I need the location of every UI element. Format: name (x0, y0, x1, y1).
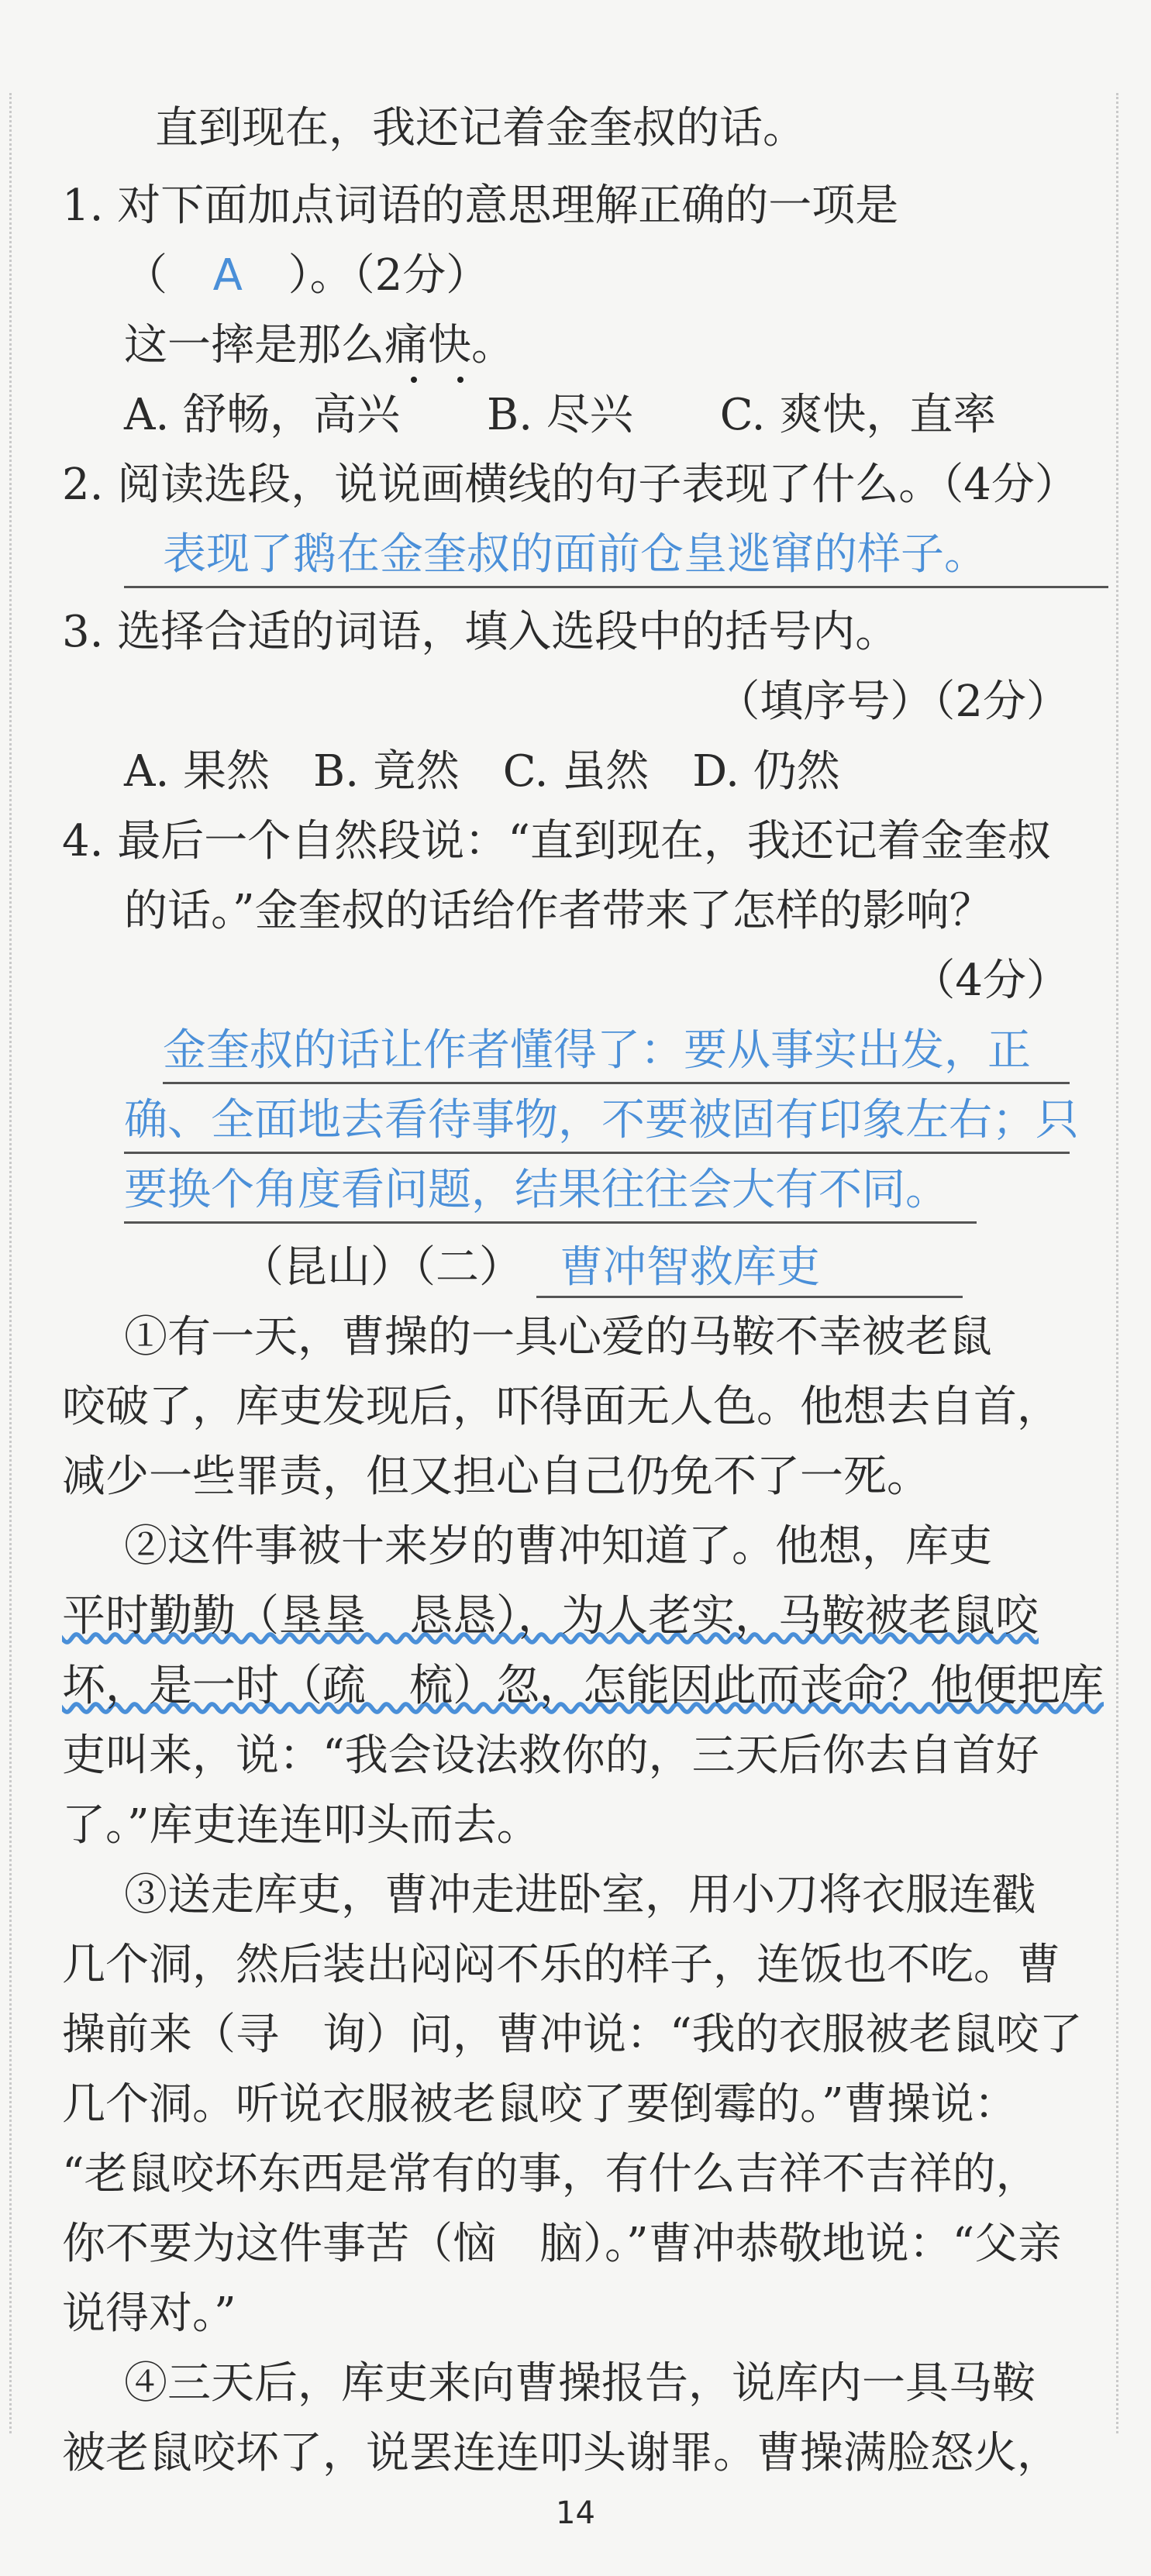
q3-note: （填序号）（2分） (716, 677, 1070, 727)
q2-answer-line (124, 527, 1070, 588)
passage-line: 几个洞。听说衣服被老鼠咬了要倒霉的。”曹操说： (62, 2079, 1018, 2130)
q4-answer-line1 (163, 1023, 1070, 1084)
passage-line: 吏叫来，说：“我会设法救你的，三天后你去自首好 (62, 1731, 1039, 1781)
q2-answer: 表现了鹅在金奎叔的面前仓皇逃窜的样子。 (124, 527, 1108, 588)
passage-line: 说得对。” (62, 2288, 236, 2339)
q4-score: （4分） (911, 956, 1070, 1006)
section-heading (240, 1240, 1151, 1298)
emphasis-dot (457, 377, 464, 383)
q4-answer-text1: 金奎叔的话让作者懂得了：要从事实出发，正 (163, 1023, 1070, 1084)
passage-line: ④三天后，库吏来向曹操报告，说库内一具马鞍 (124, 2358, 1036, 2409)
q4-answer-line2 (124, 1093, 1079, 1154)
q4-answer-text3: 要换个角度看问题，结果往往会大有不同。 (124, 1162, 977, 1224)
section-title: 曹冲智救库吏 (536, 1240, 963, 1298)
passage-line: ①有一天，曹操的一具心爱的马鞍不幸被老鼠 (124, 1312, 992, 1362)
q1-question: 1. 对下面加点词语的意思理解正确的一项是 (62, 181, 899, 231)
passage-line: 坏，是一时（疏 梳）忽，怎能因此而丧命？他便把库 (62, 1661, 1104, 1711)
q4-answer-line3 (124, 1162, 977, 1224)
passage-line: ②这件事被十来岁的曹冲知道了。他想，库吏 (124, 1521, 992, 1572)
section-prefix: （昆山）（二） (240, 1242, 522, 1293)
passage-line: 咬破了，库吏发现后，吓得面无人色。他想去自首， (62, 1382, 1060, 1432)
q1-paren-close: ）。（2分） (288, 250, 490, 301)
passage-line: 被老鼠咬坏了，说罢连连叩头谢罪。曹操满脸怒火， (62, 2428, 1060, 2478)
intro-line: 直到现在，我还记着金奎叔的话。 (155, 103, 806, 153)
q4-answer-text2: 确、全面地去看待事物，不要被固有印象左右；只 (124, 1093, 1070, 1154)
q1-answer: A (212, 250, 243, 301)
passage-line: 操前来（寻 询）问，曹冲说：“我的衣服被老鼠咬了 (62, 2009, 1083, 2060)
passage-line: 减少一些罪责，但又担心自己仍免不了一死。 (62, 1452, 930, 1502)
passage-line: 平时勤勤（垦垦 恳恳），为人老实，马鞍被老鼠咬 (62, 1591, 1039, 1641)
q1-paren-open: （ (124, 250, 167, 301)
q4-question-line2: 的话。”金奎叔的话给作者带来了怎样的影响？ (124, 886, 993, 936)
q3-options: A. 果然 B. 竟然 C. 虽然 D. 仍然 (124, 746, 840, 797)
passage-line: “老鼠咬坏东西是常有的事，有什么吉祥不吉祥的， (62, 2149, 1039, 2199)
q3-question: 3. 选择合适的词语，填入选段中的括号内。 (62, 607, 899, 657)
q1-options: A. 舒畅，高兴 B. 尽兴 C. 爽快，直率 (124, 390, 997, 440)
passage-line: 你不要为这件事苦（恼 脑）。”曹冲恭敬地说：“父亲 (62, 2219, 1062, 2269)
q4-question-line1: 4. 最后一个自然段说：“直到现在，我还记着金奎叔 (62, 816, 1051, 866)
left-dotted-border (9, 93, 12, 2433)
page-number: 14 (556, 2495, 595, 2531)
passage-line: 了。”库吏连连叩头而去。 (62, 1800, 540, 1851)
passage-line: ③送走库吏，曹冲走进卧室，用小刀将衣服连戳 (124, 1870, 1036, 1920)
q1-answer-line (124, 248, 1132, 304)
q1-sentence: 这一摔是那么痛快。 (124, 320, 515, 370)
passage-line: 几个洞，然后装出闷闷不乐的样子，连饭也不吃。曹 (62, 1940, 1060, 1990)
q2-question: 2. 阅读选段，说说画横线的句子表现了什么。（4分） (62, 460, 1078, 510)
emphasis-dot (411, 377, 417, 383)
